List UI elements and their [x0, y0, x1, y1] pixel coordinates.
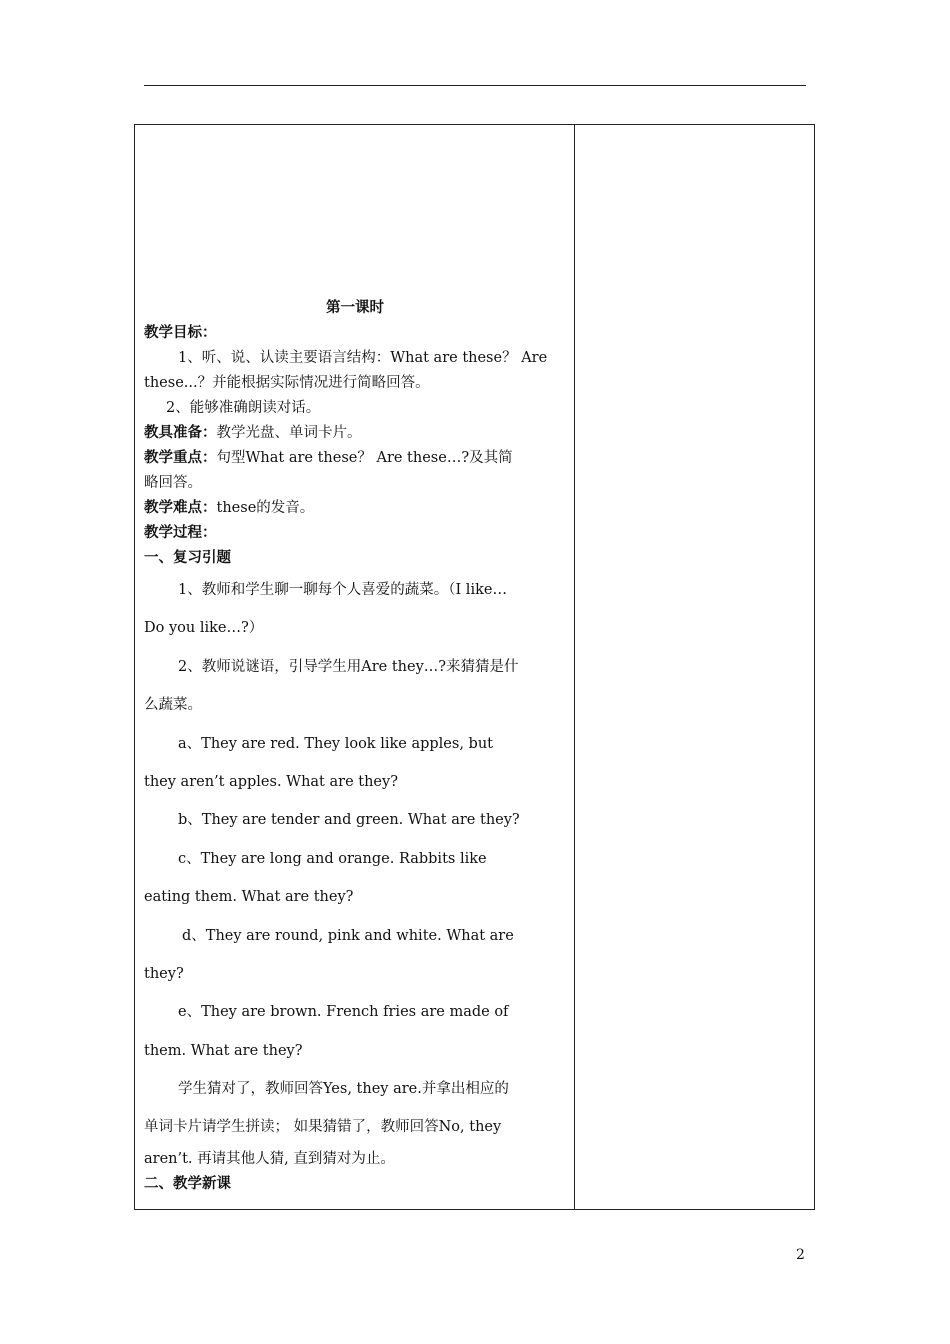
materials-text: 教学光盘、单词卡片。: [216, 425, 362, 441]
page-number: 2: [796, 1247, 805, 1263]
process-label: 教学过程：: [144, 525, 217, 541]
objective-1-line2: these...？并能根据实际情况进行简略回答。: [144, 375, 430, 391]
objective-1-line1: 1、听、说、认读主要语言结构：What are these？ Are: [178, 350, 548, 366]
keypoint-label: 教学重点：: [144, 450, 217, 466]
riddle-d-line1: d、They are round, pink and white. What are: [182, 927, 514, 944]
header-rule: [144, 85, 806, 86]
review-2-line2: 么蔬菜。: [144, 697, 202, 714]
keypoint-line2: 略回答。: [144, 475, 202, 491]
riddle-e-line1: e、They are brown. French fries are made of: [178, 1004, 509, 1021]
difficulty-text: these的发音。: [216, 500, 315, 516]
keypoint-text: 句型What are these？ Are these…?及其简: [216, 450, 513, 466]
riddle-a-line2: they aren’t apples. What are they?: [144, 773, 398, 790]
section2-title: 二、教学新课: [144, 1175, 231, 1192]
answer-line3: aren’t. 再请其他人猜, 直到猜对为止。: [144, 1150, 395, 1167]
difficulty-row: [144, 496, 566, 521]
review-1-line1: 1、教师和学生聊一聊每个人喜爱的蔬菜。（I like…: [178, 582, 507, 598]
objective-2: 2、能够准确朗读对话。: [166, 400, 321, 416]
lesson-title: 第一课时: [326, 300, 384, 316]
review-2-line1: 2、教师说谜语，引导学生用Are they…?来猜猜是什: [178, 658, 519, 675]
keypoint-row: [144, 446, 566, 471]
section1-title: 一、复习引题: [144, 550, 231, 566]
difficulty-label: 教学难点：: [144, 500, 217, 516]
lesson-content: [144, 296, 566, 1197]
materials-label: 教具准备：: [144, 425, 217, 441]
riddle-c-line2: eating them. What are they?: [144, 889, 354, 906]
riddle-d-line2: they?: [144, 965, 184, 982]
table-column-divider: [574, 124, 575, 1210]
riddle-a-line1: a、They are red. They look like apples, but: [178, 735, 493, 752]
materials-row: [144, 421, 566, 446]
answer-line2: 单词卡片请学生拼读； 如果猜错了，教师回答No, they: [144, 1119, 502, 1136]
riddle-e-line2: them. What are they?: [144, 1042, 303, 1059]
review-1-line2: Do you like…?）: [144, 620, 264, 637]
riddle-b: b、They are tender and green. What are they?: [178, 812, 520, 829]
objectives-label: 教学目标：: [144, 325, 217, 341]
riddle-c-line1: c、They are long and orange. Rabbits like: [178, 850, 487, 867]
answer-line1: 学生猜对了，教师回答Yes, they are.并拿出相应的: [178, 1081, 509, 1098]
